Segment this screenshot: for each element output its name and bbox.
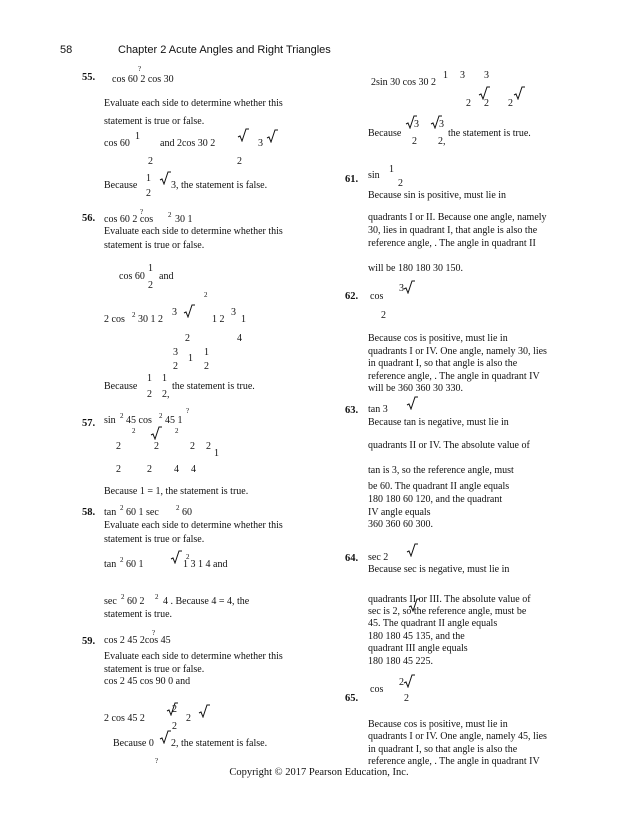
text-line: Because (104, 381, 138, 392)
page-number: 58 (60, 44, 73, 56)
fraction-denominator: 2 (204, 361, 209, 372)
chapter-title: Chapter 2 Acute Angles and Right Triangles (118, 44, 331, 56)
superscript: 2 (120, 412, 124, 420)
fraction-numerator: 1 (146, 173, 151, 184)
equation: sin (104, 415, 116, 426)
equation: tan 3 (368, 404, 388, 415)
superscript: 2 (186, 553, 190, 561)
text-line: will be 180 180 30 150. (368, 263, 463, 274)
fraction-numerator: 2 (154, 441, 159, 452)
radical-icon (170, 550, 182, 564)
text-line: 30, lies in quadrant I, that angle is also the (368, 225, 538, 236)
fraction-denominator: 2 (185, 333, 190, 344)
text-line: statement is true. (104, 609, 173, 620)
fraction-numerator: 3 (173, 347, 178, 358)
fraction-denominator: 2, (438, 136, 446, 147)
equation: tan (104, 507, 117, 518)
work-line: 2 (186, 713, 191, 724)
work-line: 1 (241, 314, 246, 325)
text-line: Because tan is negative, must lie in (368, 417, 509, 428)
equation: cos 60 2 cos (104, 214, 154, 225)
equation: 30 1 (175, 214, 193, 225)
fraction-numerator: 2 (190, 441, 195, 452)
text-line: Because (368, 128, 402, 139)
fraction-numerator: 3 (399, 283, 404, 294)
text-line: IV angle equals (368, 507, 431, 518)
radical-icon (159, 171, 171, 185)
problem-number: 62. (345, 291, 359, 302)
work-line: cos 60 (104, 138, 130, 149)
superscript: 2 (120, 504, 124, 512)
fraction-denominator: 2 (148, 156, 153, 167)
work-line: sec (104, 596, 117, 607)
text-line: sec is 2, so the reference angle, must be (368, 606, 527, 617)
text-line: 2, the statement is false. (171, 738, 268, 749)
fraction-denominator: 2 (147, 464, 152, 475)
copyright-footer: Copyright © 2017 Pearson Education, Inc. (229, 767, 409, 778)
radical-icon (403, 674, 415, 688)
work-line: cos 60 (119, 271, 145, 282)
fraction-numerator: 1 (148, 263, 153, 274)
text-line: 180 180 45 225. (368, 656, 433, 667)
equation: sec 2 (368, 552, 389, 563)
fraction-numerator: 1 (443, 70, 448, 81)
problem-number: 55. (82, 72, 96, 83)
problem-number: 56. (82, 213, 96, 224)
fraction-denominator: 4 (237, 333, 242, 344)
text-line: Evaluate each side to determine whether this (104, 226, 283, 237)
fraction-numerator: 2 (206, 441, 211, 452)
work-line: 2 cos (104, 314, 125, 325)
text-line: 3, the statement is false. (171, 180, 268, 191)
radical-icon (408, 598, 420, 612)
text-line: quadrants I or IV. One angle, namely 30, lies (368, 346, 547, 357)
problem-number: 58. (82, 507, 96, 518)
fraction-numerator: 1 (147, 373, 152, 384)
equation: cos (370, 684, 384, 695)
problem-number: 63. (345, 405, 359, 416)
superscript: 2 (120, 556, 124, 564)
text-line: Because sec is negative, must lie in (368, 564, 510, 575)
problem-number: 59. (82, 636, 96, 647)
radical-icon (266, 129, 278, 143)
text-line: Because (104, 180, 138, 191)
fraction-denominator: 2 (508, 98, 513, 109)
text-line: the statement is true. (448, 128, 531, 139)
problem-number: 64. (345, 553, 359, 564)
text-line: Because sin is positive, must lie in (368, 190, 507, 201)
fraction-denominator: 4 (174, 464, 179, 475)
text-line: Evaluate each side to determine whether this (104, 520, 283, 531)
text-line: the statement is true. (172, 381, 255, 392)
text-line: tan is 3, so the reference angle, must (368, 465, 514, 476)
fraction-denominator: 2 (412, 136, 417, 147)
superscript: 2 (176, 504, 180, 512)
fraction-denominator: 2 (484, 98, 489, 109)
fraction-numerator: 2 (116, 441, 121, 452)
radical-icon (183, 304, 195, 318)
question-mark: ? (155, 757, 159, 765)
fraction-denominator: 2 (116, 464, 121, 475)
text-line: 360 360 60 300. (368, 519, 433, 530)
text-line: Because cos is positive, must lie in (368, 719, 508, 730)
text-line: quadrants I or IV. One angle, namely 45, lies (368, 731, 547, 742)
fraction-denominator: 2 (148, 280, 153, 291)
text-line: be 60. The quadrant II angle equals (368, 481, 510, 492)
fraction-numerator: 3 (484, 70, 489, 81)
text-line: in quadrant I, so that angle is also the (368, 744, 518, 755)
text-line: Evaluate each side to determine whether this (104, 651, 283, 662)
equation: cos (370, 291, 384, 302)
fraction-numerator: 1 (389, 164, 394, 175)
fraction-numerator: 1 (204, 347, 209, 358)
text-line: quadrant III angle equals (368, 643, 468, 654)
fraction-denominator: 2 (173, 361, 178, 372)
equation: cos 60 2 cos 30 (112, 74, 174, 85)
fraction-denominator: 2 (172, 721, 177, 732)
radical-icon (237, 128, 249, 142)
fraction-numerator: 1 (162, 373, 167, 384)
radical-icon (150, 426, 162, 440)
question-mark: ? (186, 407, 190, 415)
work-line: 1 3 1 4 and (183, 559, 228, 570)
fraction-numerator: 2 (172, 704, 177, 715)
text-line: statement is true or false. (104, 534, 205, 545)
fraction-denominator: 2 (404, 693, 409, 704)
fraction-denominator: 2 (147, 389, 152, 400)
text-line: Because 0 (113, 738, 154, 749)
fraction-denominator: 2 (381, 310, 386, 321)
fraction-numerator: 1 (135, 131, 140, 142)
work-line: 60 1 (126, 559, 144, 570)
text-line: 45. The quadrant II angle equals (368, 618, 498, 629)
text-line: Evaluate each side to determine whether this (104, 98, 283, 109)
fraction-denominator: 2, (162, 389, 170, 400)
superscript: 2 (168, 211, 172, 219)
fraction-denominator: 4 (191, 464, 196, 475)
superscript: 2 (175, 427, 179, 435)
text-line: reference angle, . The angle in quadrant IV (368, 371, 540, 382)
equation: 45 cos (126, 415, 152, 426)
fraction-denominator: 2 (146, 188, 151, 199)
text-line: reference angle, . The angle in quadrant IV (368, 756, 540, 767)
text-line: statement is true or false. (104, 664, 205, 675)
fraction-numerator: 3 (258, 138, 263, 149)
work-line: and 2cos 30 2 (160, 138, 216, 149)
equation: cos 2 45 2cos 45 (104, 635, 171, 646)
work-line: and (159, 271, 174, 282)
superscript: 2 (204, 291, 208, 299)
radical-icon (406, 543, 418, 557)
fraction-numerator: 3 (460, 70, 465, 81)
equation: 2sin 30 cos 30 2 (371, 77, 436, 88)
text-line: cos 2 45 cos 90 0 and (104, 676, 191, 687)
work-line: 1 (188, 353, 193, 364)
text-line: statement is true or false. (104, 116, 205, 127)
work-line: 30 1 2 (138, 314, 163, 325)
superscript: 2 (132, 427, 136, 435)
text-line: quadrants II or III. The absolute value of (368, 594, 531, 605)
text-line: statement is true or false. (104, 240, 205, 251)
text-line: Because cos is positive, must lie in (368, 333, 508, 344)
superscript: 2 (159, 412, 163, 420)
text-line: reference angle, . The angle in quadrant II (368, 238, 536, 249)
text-line: quadrants I or II. Because one angle, namely (368, 212, 547, 223)
fraction-numerator: 3 (439, 119, 444, 130)
work-line: 4 . Because 4 = 4, the (163, 596, 250, 607)
text-line: quadrants II or IV. The absolute value of (368, 440, 530, 451)
problem-number: 57. (82, 418, 96, 429)
work-line: 2 cos 45 2 (104, 713, 145, 724)
fraction-numerator: 3 (231, 307, 236, 318)
work-line: tan (104, 559, 117, 570)
fraction-denominator: 2 (237, 156, 242, 167)
equation: 45 1 (165, 415, 183, 426)
fraction-denominator: 2 (466, 98, 471, 109)
equation: 60 1 sec (126, 507, 159, 518)
question-mark: ? (140, 208, 144, 216)
equation: sin (368, 170, 380, 181)
radical-icon (198, 704, 210, 718)
text-line: will be 360 360 30 330. (368, 383, 463, 394)
text-line: in quadrant I, so that angle is also the (368, 358, 518, 369)
work-line: 1 (214, 448, 219, 459)
fraction-numerator: 2 (399, 677, 404, 688)
equation: 60 (182, 507, 192, 518)
superscript: 2 (155, 593, 159, 601)
work-line: 1 2 (212, 314, 225, 325)
work-line: 60 2 (127, 596, 145, 607)
superscript: 2 (132, 311, 136, 319)
text-line: 180 180 60 120, and the quadrant (368, 494, 503, 505)
problem-number: 61. (345, 174, 359, 185)
radical-icon (159, 730, 171, 744)
fraction-numerator: 3 (172, 307, 177, 318)
radical-icon (513, 86, 525, 100)
question-mark: ? (138, 65, 142, 73)
text-line: 180 180 45 135, and the (368, 631, 465, 642)
radical-icon (403, 280, 415, 294)
radical-icon (406, 396, 418, 410)
question-mark: ? (152, 629, 156, 637)
fraction-numerator: 3 (414, 119, 419, 130)
fraction-denominator: 2 (398, 178, 403, 189)
text-line: Because 1 = 1, the statement is true. (104, 486, 249, 497)
superscript: 2 (121, 593, 125, 601)
problem-number: 65. (345, 693, 359, 704)
